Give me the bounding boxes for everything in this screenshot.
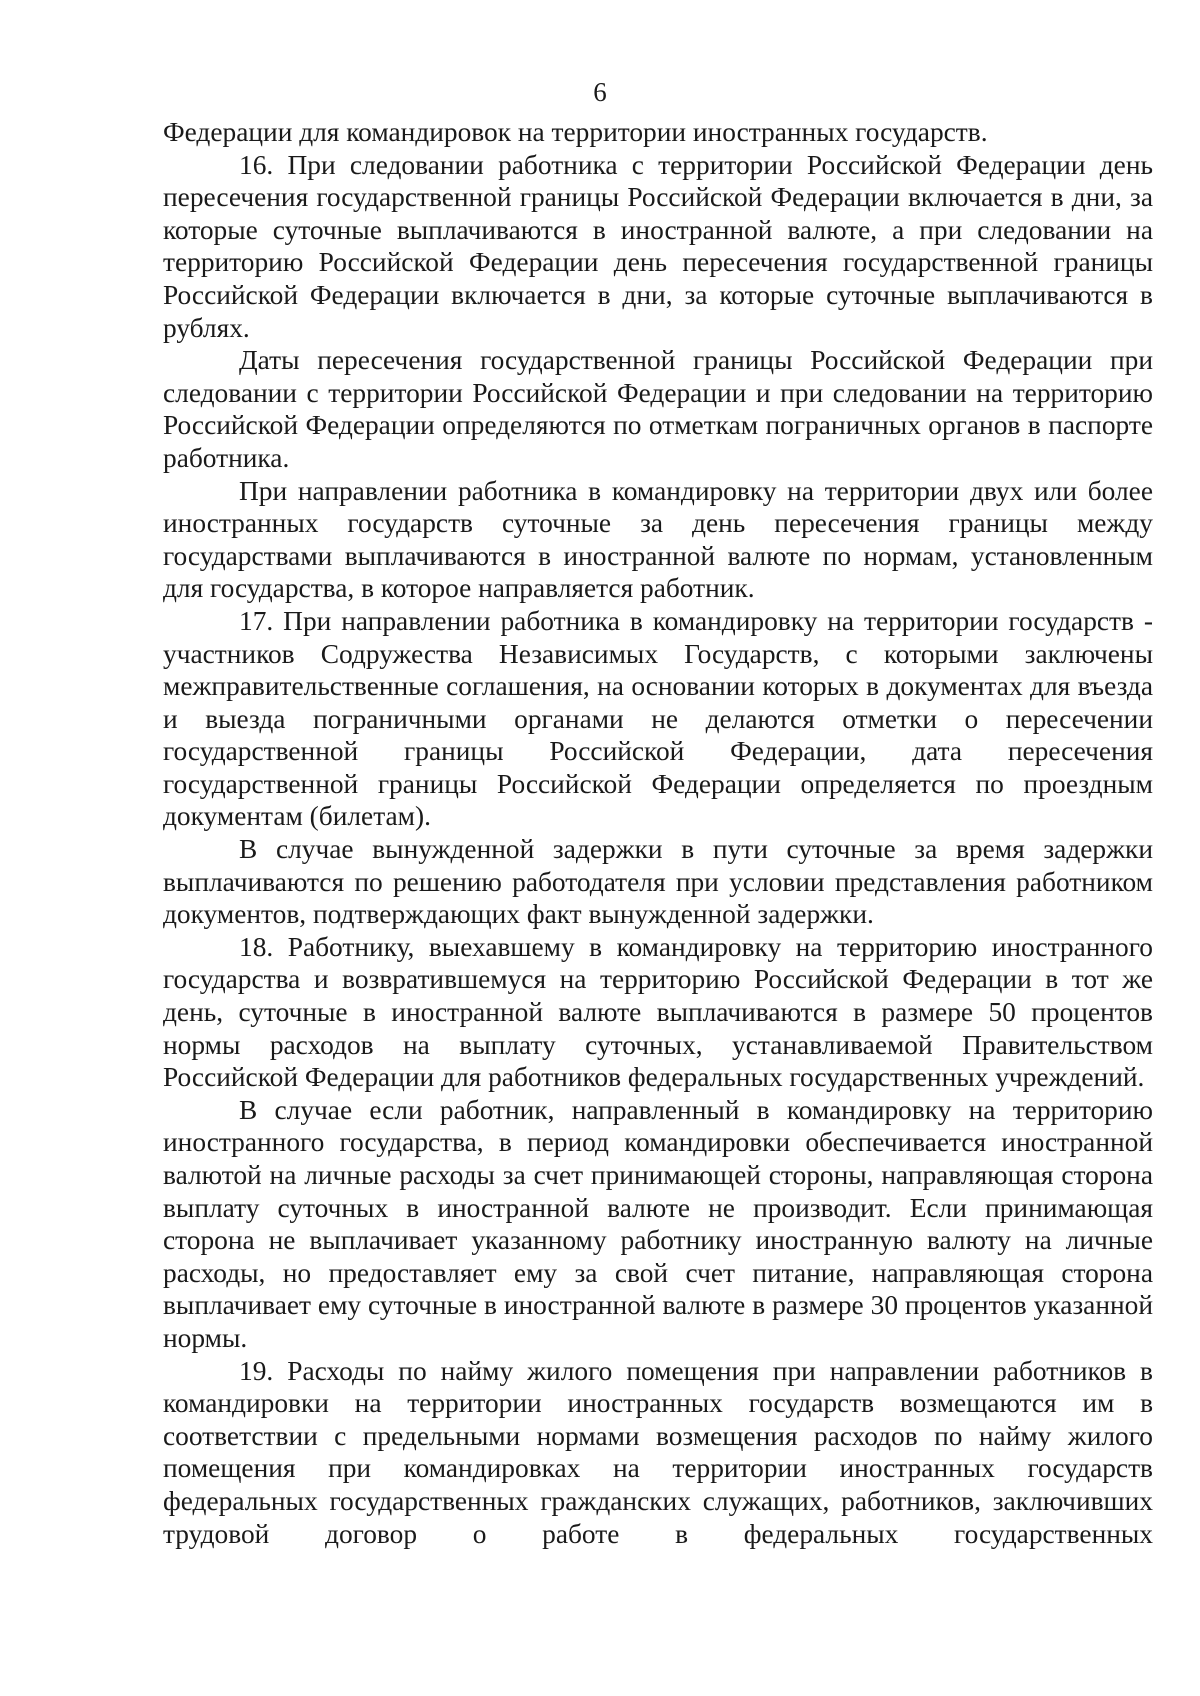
paragraph-multiple-states: При направлении работника в командировку на территории двух или более иностранных государств суточные за день пересечения границы между государствами выплачиваются в иностранной валюте по нормам, установленным для государства, в которое направляется работник.	[163, 475, 1153, 604]
paragraph-clause-18: 18. Работнику, выехавшему в командировку на территорию иностранного государства и возвратившемуся на территорию Российской Федерации в тот же день, суточные в иностранной валюте выплачиваются в размере 50 процентов нормы расходов на выплату суточных, устанавливаемой Правительством Российской Федерации для работников федеральных государственных учреждений.	[163, 931, 1153, 1093]
page-number: 6	[593, 77, 607, 107]
paragraph-forced-delay: В случае вынужденной задержки в пути суточные за время задержки выплачиваются по решению работодателя при условии представления работником документов, подтверждающих факт вынужденной задержки.	[163, 834, 1153, 930]
paragraph-clause-17: 17. При направлении работника в командировку на территории государств - участников Содружества Независимых Государств, с которыми заключены межправительственные соглашения, на основании которых в документах для въезда и выезда пограничными органами не делаются отметки о пересечении государственной границы Российской Федерации, дата пересечения государственной границы Российской Федерации определяется по проездным документам (билетам).	[163, 605, 1153, 832]
paragraph-host-side-expenses: В случае если работник, направленный в командировку на территорию иностранного государства, в период командировки обеспечивается иностранной валютой на личные расходы за счет принимающей стороны, направляющая сторона выплату суточных в иностранной валюте не производит. Если принимающая сторона не выплачивает указанному работнику иностранную валюту на личные расходы, но предоставляет ему за свой счет питание, направляющая сторона выплачивает ему суточные в иностранной валюте в размере 30 процентов указанной нормы.	[163, 1094, 1153, 1353]
document-body	[163, 116, 1153, 1550]
paragraph-clause-16: 16. При следовании работника с территории Российской Федерации день пересечения государственной границы Российской Федерации включается в дни, за которые суточные выплачиваются в иностранной валюте, а при следовании на территорию Российской Федерации день пересечения государственной границы Российской Федерации включается в дни, за которые суточные выплачиваются в рублях.	[163, 149, 1153, 343]
paragraph-border-crossing-dates: Даты пересечения государственной границы Российской Федерации при следовании с территории Российской Федерации и при следовании на территорию Российской Федерации определяются по отметкам пограничных органов в паспорте работника.	[163, 345, 1153, 473]
paragraph-continuation: Федерации для командировок на территории иностранных государств.	[163, 117, 988, 147]
paragraph-clause-19: 19. Расходы по найму жилого помещения при направлении работников в командировки на территории иностранных государств возмещаются им в соответствии с предельными нормами возмещения расходов по найму жилого помещения при командировках на территории иностранных государств федеральных государственных гражданских служащих, работников, заключивших трудовой договор о работе в федеральных государственных	[163, 1355, 1153, 1549]
